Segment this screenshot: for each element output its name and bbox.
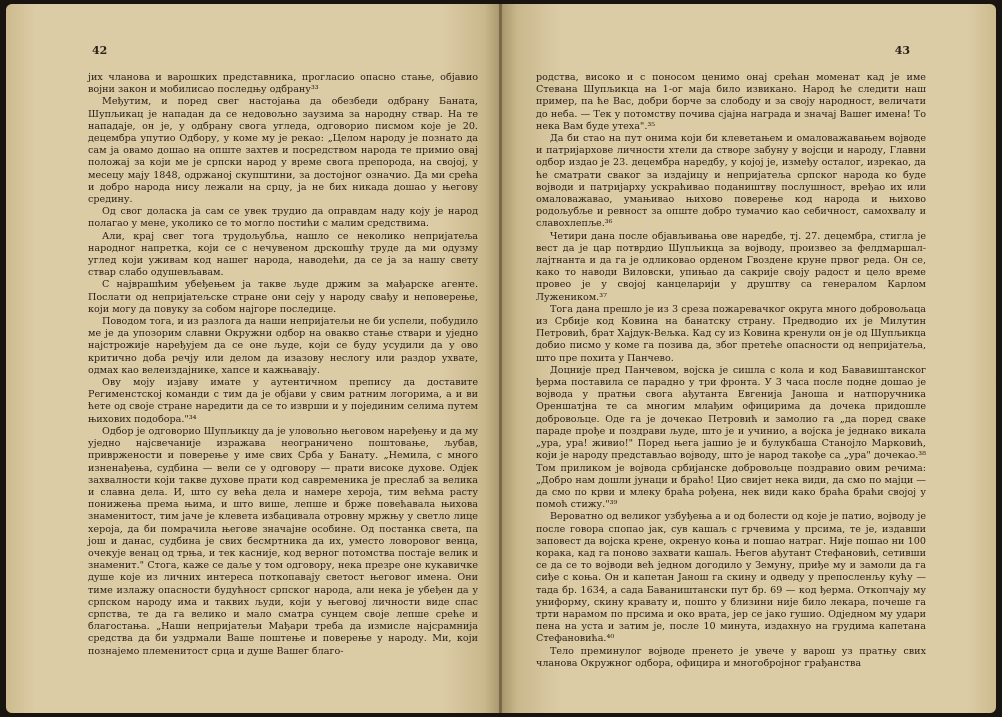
right-page-text bbox=[536, 72, 926, 670]
page-number-left: 42 bbox=[92, 44, 108, 57]
paragraph: Ову моју изјаву имате у аутентичном препису да доставите Регименстској команди с тим да је објави у свим ратним логорима, а и ви ћете од своје стране наредити да се то изврши и у појединим селима путем њихових подобора."³⁴ bbox=[88, 377, 478, 425]
paragraph: Тело преминулог војводе пренето је увече у варош уз пратњу свих чланова Окружног одбора, официра и многобројног грађанства bbox=[536, 645, 926, 669]
paragraph: Вероватно од великог узбуђења а и од болести од које је патио, војводу је после говора спопао јак, сув кашаљ с грчевима у прсима, те је, издавши заповест да војска крене, окренуо коња и пошао натраг. Није пошао ни 100 корака, кад га поново захвати кашаљ. Његов ађутант Стефановић, сетивши се да се то војводи већ једном догодило у Земуну, приђе му и замоли да га сиђе с коња. Он и капетан Јанош га скину и одведу у препосленљу кућу — тада бр. 1634, а сада Бавaништански пут бр. 69 — код ђерма. Откопчају му униформу, скину кравату и, пошто у близини није било лекара, почеше га трти нарамом по прсима и око врата, јер се јако гушио. Одједном му удари пена на уста и затим је, после 10 минута, издахнуо на грудима капетана Стефановића.⁴⁰ bbox=[536, 511, 926, 645]
left-page bbox=[6, 4, 500, 713]
paragraph: Поводом тога, и из разлога да наши непријатељи не би успели, побудило ме је да упозорим славни Окружни одбор на овакво стање ствари и уједно најстрожије наређујем да се оне људе, који се буду усудили да у ово критично доба речју или делом да изазову неслогу или раздор ухвате, одмах као велеиздајнике, хапсе и кажњавају. bbox=[88, 316, 478, 376]
paragraph: Међутим, и поред свег настојања да обезбеди одбрану Баната, Шупљикац је нападан да се недовољно заузима за народну ствар. На те нападаје, он је, у одбрану свога угледа, одговорио писмом које је 20. децембра упутио Одбору, у коме му је рекао: „Целом народу је познато да сам ја овамо дошао на опште захтев и посредством народа те примио овај положај за који ме је српски народ у време свога препорода, на својој, у месецу мају 1848, одржаној скупштини, за достојног означио. Да ми срећа и добро народа нису лежали на срцу, ја не бих никада дошао у његову средину. bbox=[88, 96, 478, 206]
paragraph: јих чланова и варошких представника, прогласио опасно стање, објавио војни закон и мобилисао последњу одбрану³³ bbox=[88, 72, 478, 96]
paragraph: Али, крај свег тога трудољубља, нашло се неколико непријатеља народног напретка, који се с нечувеном дрскошћу труде да ми одузму углед који уживам код нашег народа, наводећи, да се ја за нашу свету ствар слабо одушевљавам. bbox=[88, 230, 478, 279]
right-page bbox=[502, 4, 996, 713]
page-number-right: 43 bbox=[894, 44, 910, 57]
paragraph: Од свог доласка ја сам се увек трудио да оправдам наду коју је народ полагао у мене, уколико се то могло постићи с малим средствима. bbox=[88, 206, 478, 230]
paragraph: Доцније пред Панчевом, војска је сишла с кола и код Бававиштанског ђерма поставила се парадно у три фронта. У 3 часа после подне дошао је војвода у пратњи свога ађутанта Евгенија Јаноша и натпоручника Ореншатјна те са многим млађим официрима да дочека придошле добровољце. Оде га је дочекао Петровић и замолио га „да поред свакe параде прође и поздрави људе, што је и учинио, а војска је једнако викала „ура, ура! живио!" Поред њега јашио је и булукбаша Станојло Марковић, који је народу представљао војводу, што је народ такође са „ура" дочекао.³⁸ Том приликом је војвода србијанске добровољце поздравио овим речима: „Добро нам дошли јунаци и браћо! Цио свијет нека види, да смо по мајци — да смо по крви и млеку браћа рођена, нек види како браћа браћи својој у помоћ стижу."³⁹ bbox=[536, 364, 926, 511]
paragraph: Тога дана прешло је из 3 среза пожаревачког округа много добровољаца из Србије код Ковина на банатску страну. Предводио их је Милутин Петровић, брат Хајдук-Вељка. Кад су из Ковина кренули он је од Шупљикца добио писмо у коме га позива да, због претеће опасности од непријатеља, што пре похита у Панчево. bbox=[536, 303, 926, 364]
paragraph: Четири дана после објављивања ове наредбе, тј. 27. децембра, стигла је вест да је цар потврдио Шупљикца за војводу, произвео за фелдмаршал-лајтнанта и да га је одликовао орденом Гвоздене круне првог реда. Он се, како то наводи Виловски, упињао да сакрије своју радост и цело време провео је у својој канцеларији у друштву са генералом Карлом Лужеником.³⁷ bbox=[536, 230, 926, 303]
paragraph: родства, високо и с поносом ценимо онај срећан моменат кад је име Стевана Шупљикца на 1-ог маја било извикано. Народ ће следити наш пример, па ће Вас, добри борче за слободу и за своју народност, величати до неба. — Тек у потомству почива сјајна награда и значај Вашег имена! То нека Вам буде утеха".³⁵ bbox=[536, 72, 926, 132]
left-page-text bbox=[88, 72, 478, 658]
paragraph: Одбор је одговорио Шупљикцу да је уловољно његовом наређењу и да му уједно најсвечаније изражава неограничено поштовање, љубав, привржености и поверење у име свих Срба у Банату. „Немила, с много изненађења, судбина — вели се у одговору — прати високе духове. Одјек захвалности који такве духове прати код савременика је преслаб за велика и славна дела. И, што су већа дела и намере хероја, тим већма расту понижења према њима, и што више, лепше и брже повећавала њихова знаменитост, тим јаче је клевета избацивала отровну мржњу у светло лице хероја, да би помрачила његове значајне особине. Од постанка света, па још и данас, судбина је свих бесмртника да их, уместо ловоровог венца, очекује венац од трња, и тек касније, код верног потомства постаје велик и знаменит." Стога, каже се даље у том одговору, нека презре оне кукавичке душе које из личних интереса поткопавају светост његовог имена. Они тиме излажу опасности будућност српског народа, али нека је убеђен да у српском народу има и таквих људи, који у његовој личности виде спас српства, те да га велико и мало сматра сунцем своје лепше среће и благостања. „Наши непријатељи Мађари треба да измисле најсрамнија средства да би уздрмали Ваше поштење и поверење у народу. Ми, који познајемо племенитост срца и душе Вашег благо- bbox=[88, 425, 478, 657]
book-spread bbox=[6, 4, 996, 713]
paragraph: Да би стао на пут онима који би клеветањем и омаловажавањем војводе и патријархове личности хтели да створе забуну у војсци и народу, Главни одбор издао је 23. децембра наредбу, у којој је, између осталог, изрекао, да ће сматрати сваког за издајицу и непријатеља српског народа ко буде војводи и патријарху ускраћивао подаништву послушност, вређао их или омаловажавао, умањивао њихово поверење код народа и њихово родољубље и ревност за опште добро тумачио као себичност, самохвалу и славохлепље.³⁶ bbox=[536, 133, 926, 230]
paragraph: С најврашћим убеђењем ја такве људе држим за мађарске агенте. Послати од непријатељске стране они сеју у народу свађу и неповерење, који могу да повуку за собом најгоре последице. bbox=[88, 279, 478, 315]
